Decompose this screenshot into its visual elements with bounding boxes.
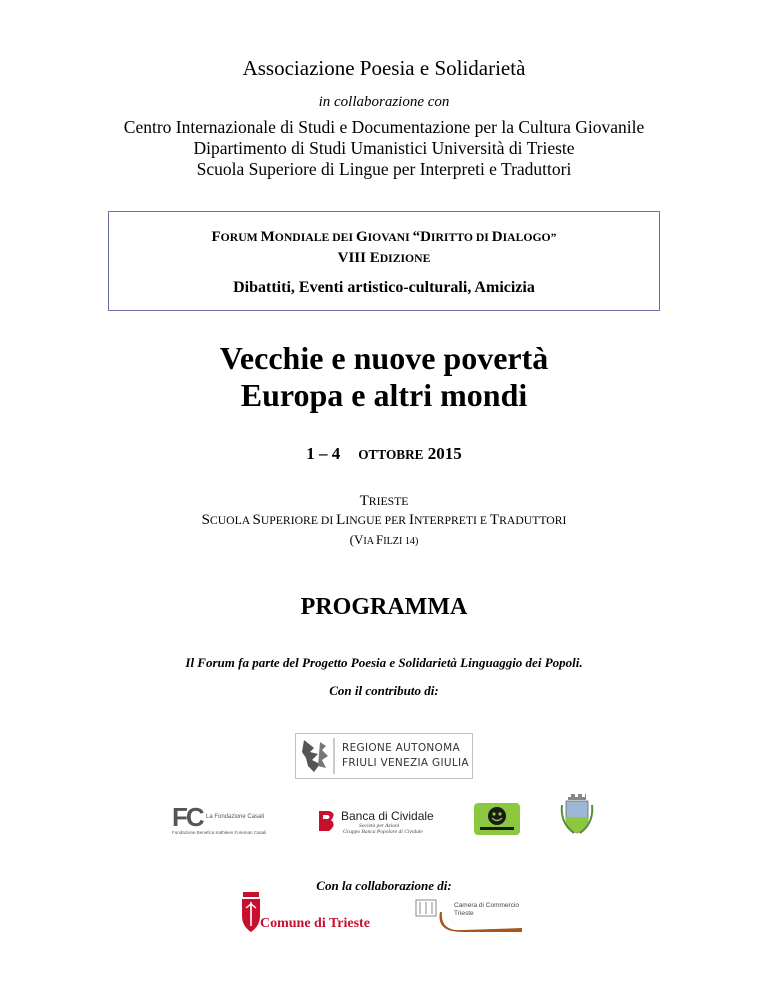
camera-commercio-logo: [414, 898, 526, 932]
halberd-crest-icon: [242, 892, 260, 934]
programma-heading: PROGRAMMA: [300, 594, 468, 620]
main-title-line-2: Europa e altri mondi: [240, 377, 528, 413]
camera-line-2: Trieste: [454, 910, 474, 917]
event-dates: 1 – 4 OTTOBRE 2015: [306, 444, 462, 463]
green-square-logo: [474, 803, 520, 835]
banca-cividale-logo: [317, 807, 441, 835]
regione-fvg-logo: [295, 733, 473, 779]
eagle-icon: [296, 734, 472, 778]
banca-sub-2: Gruppo Banca Popolare di Cividale: [343, 829, 423, 835]
partner-line-1: Centro Internazionale di Studi e Documentazione per la Cultura Giovanile: [123, 117, 645, 137]
venue-address: (VIA FILZI 14): [349, 532, 419, 547]
forum-edition: VIII EDIZIONE: [337, 250, 431, 266]
regione-line-1: REGIONE AUTONOMA: [342, 742, 460, 754]
collaboration-label: Con la collaborazione di:: [316, 878, 452, 893]
banca-sub-1: Società per Azioni: [359, 823, 400, 829]
smile-face-icon: [474, 803, 520, 835]
fondazione-name: La Fondazione Casali: [206, 814, 265, 820]
forum-subtitle: Dibattiti, Eventi artistico-culturali, Amicizia: [233, 279, 535, 296]
banca-name: Banca di Cividale: [341, 809, 434, 823]
venue-school: SCUOLA SUPERIORE DI LINGUE PER INTERPRETI E TRADUTTORI: [201, 512, 567, 528]
association-name: Associazione Poesia e Solidarietà: [242, 56, 526, 80]
camera-line-1: Camera di Commercio: [454, 902, 520, 909]
fondazione-sub: Fondazione Benefica Kathleen Foreman Casali: [172, 830, 267, 835]
project-note: Il Forum fa parte del Progetto Poesia e Solidarietà Linguaggio dei Popoli.: [185, 655, 583, 670]
municipal-crest-logo: [560, 793, 594, 835]
main-title-line-1: Vecchie e nuove povertà: [219, 340, 549, 376]
partner-line-3: Scuola Superiore di Lingue per Interpreti e Traduttori: [196, 159, 572, 179]
regione-line-2: FRIULI VENEZIA GIULIA: [342, 757, 469, 769]
fondazione-casali-logo: [172, 802, 274, 836]
banca-mark-icon: [317, 807, 339, 833]
crest-icon: [560, 793, 594, 835]
contribution-label: Con il contributo di:: [329, 683, 439, 698]
comune-trieste-logo: [242, 890, 392, 936]
collaboration-intro: in collaborazione con: [318, 94, 450, 110]
partner-line-2: Dipartimento di Studi Umanistici Università di Trieste: [193, 138, 575, 158]
forum-box: [108, 211, 660, 311]
venue-city: TRIESTE: [359, 493, 409, 509]
forum-title: FORUM MONDIALE DEI GIOVANI “DIRITTO DI DIALOGO”: [211, 229, 557, 245]
fondazione-mark: FC: [172, 802, 203, 832]
comune-name: Comune di Trieste: [260, 916, 370, 931]
